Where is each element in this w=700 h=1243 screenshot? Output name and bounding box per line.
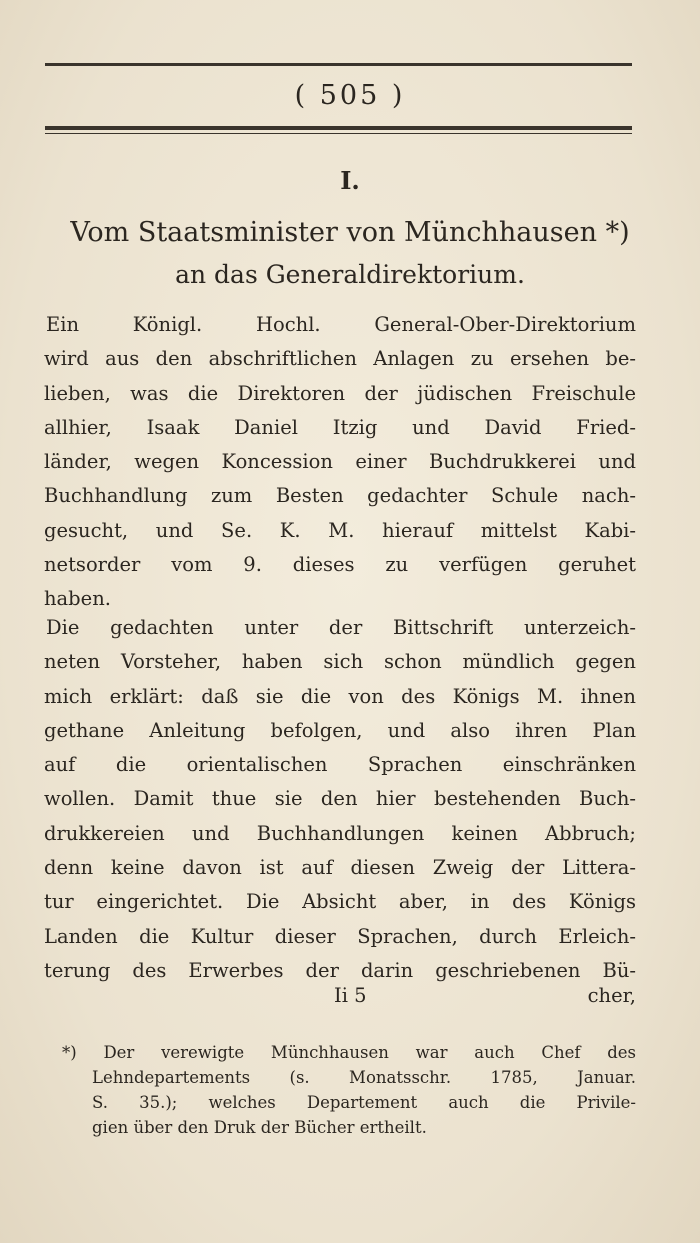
text-line: drukkereien und Buchhandlungen keinen Abbruch; — [44, 821, 636, 845]
text-line: denn keine davon ist auf diesen Zweig der Littera- — [44, 856, 636, 880]
text-line: länder, wegen Koncession einer Buchdrukkerei und — [44, 450, 636, 474]
footnote-line: *) Der verewigte Münchhausen war auch Chef des — [62, 1043, 636, 1062]
text-line: Landen die Kultur dieser Sprachen, durch Erleich- — [44, 924, 636, 948]
text-line: wollen. Damit thue sie den hier bestehenden Buch- — [44, 787, 636, 811]
top-rule — [45, 63, 632, 66]
text-line: gethane Anleitung befolgen, und also ihren Plan — [44, 718, 636, 742]
text-line: haben. — [44, 587, 111, 611]
paragraph-1 — [44, 308, 636, 617]
section-number: I. — [340, 166, 360, 195]
heading-line-1: Vom Staatsminister von Münchhausen *) — [70, 217, 630, 248]
footnote-line: Lehndepartements (s. Monatsschr. 1785, Januar. — [92, 1068, 636, 1087]
text-line: Ein Königl. Hochl. General-Ober-Direktorium — [46, 313, 636, 336]
text-line: Die gedachten unter der Bittschrift unterzeich- — [46, 616, 636, 639]
text-line: neten Vorsteher, haben sich schon mündlich gegen — [44, 650, 636, 674]
text-line: terung des Erwerbes der darin geschriebenen Bü- — [44, 958, 636, 982]
text-line: allhier, Isaak Daniel Itzig und David Fried- — [44, 415, 636, 439]
footnote — [62, 1040, 636, 1140]
footnote-line: S. 35.); welches Departement auch die Privile- — [92, 1093, 636, 1112]
header-rule-thick — [45, 126, 632, 130]
text-line: mich erklärt: daß sie die von des Königs M. ihnen — [44, 684, 636, 708]
signature-mark: Ii 5 — [334, 984, 367, 1007]
text-line: Buchhandlung zum Besten gedachter Schule nach- — [44, 484, 636, 508]
text-line: gesucht, und Se. K. M. hierauf mittelst Kabi- — [44, 518, 636, 542]
header-rule-thin — [45, 133, 632, 134]
text-line: netsorder vom 9. dieses zu verfügen geruhet — [44, 553, 636, 577]
footnote-line: gien über den Druk der Bücher ertheilt. — [92, 1118, 427, 1137]
text-line: wird aus den abschriftlichen Anlagen zu ersehen be- — [44, 347, 636, 371]
page-number: ( 505 ) — [294, 80, 406, 111]
paragraph-2 — [44, 611, 636, 988]
signature-row — [44, 984, 636, 1018]
heading-line-2: an das Generaldirektorium. — [175, 260, 525, 289]
text-line: lieben, was die Direktoren der jüdischen Freischule — [44, 381, 636, 405]
text-line: auf die orientalischen Sprachen einschränken — [44, 753, 636, 777]
text-line: tur eingerichtet. Die Absicht aber, in des Königs — [44, 890, 636, 914]
catchword: cher, — [587, 984, 636, 1007]
